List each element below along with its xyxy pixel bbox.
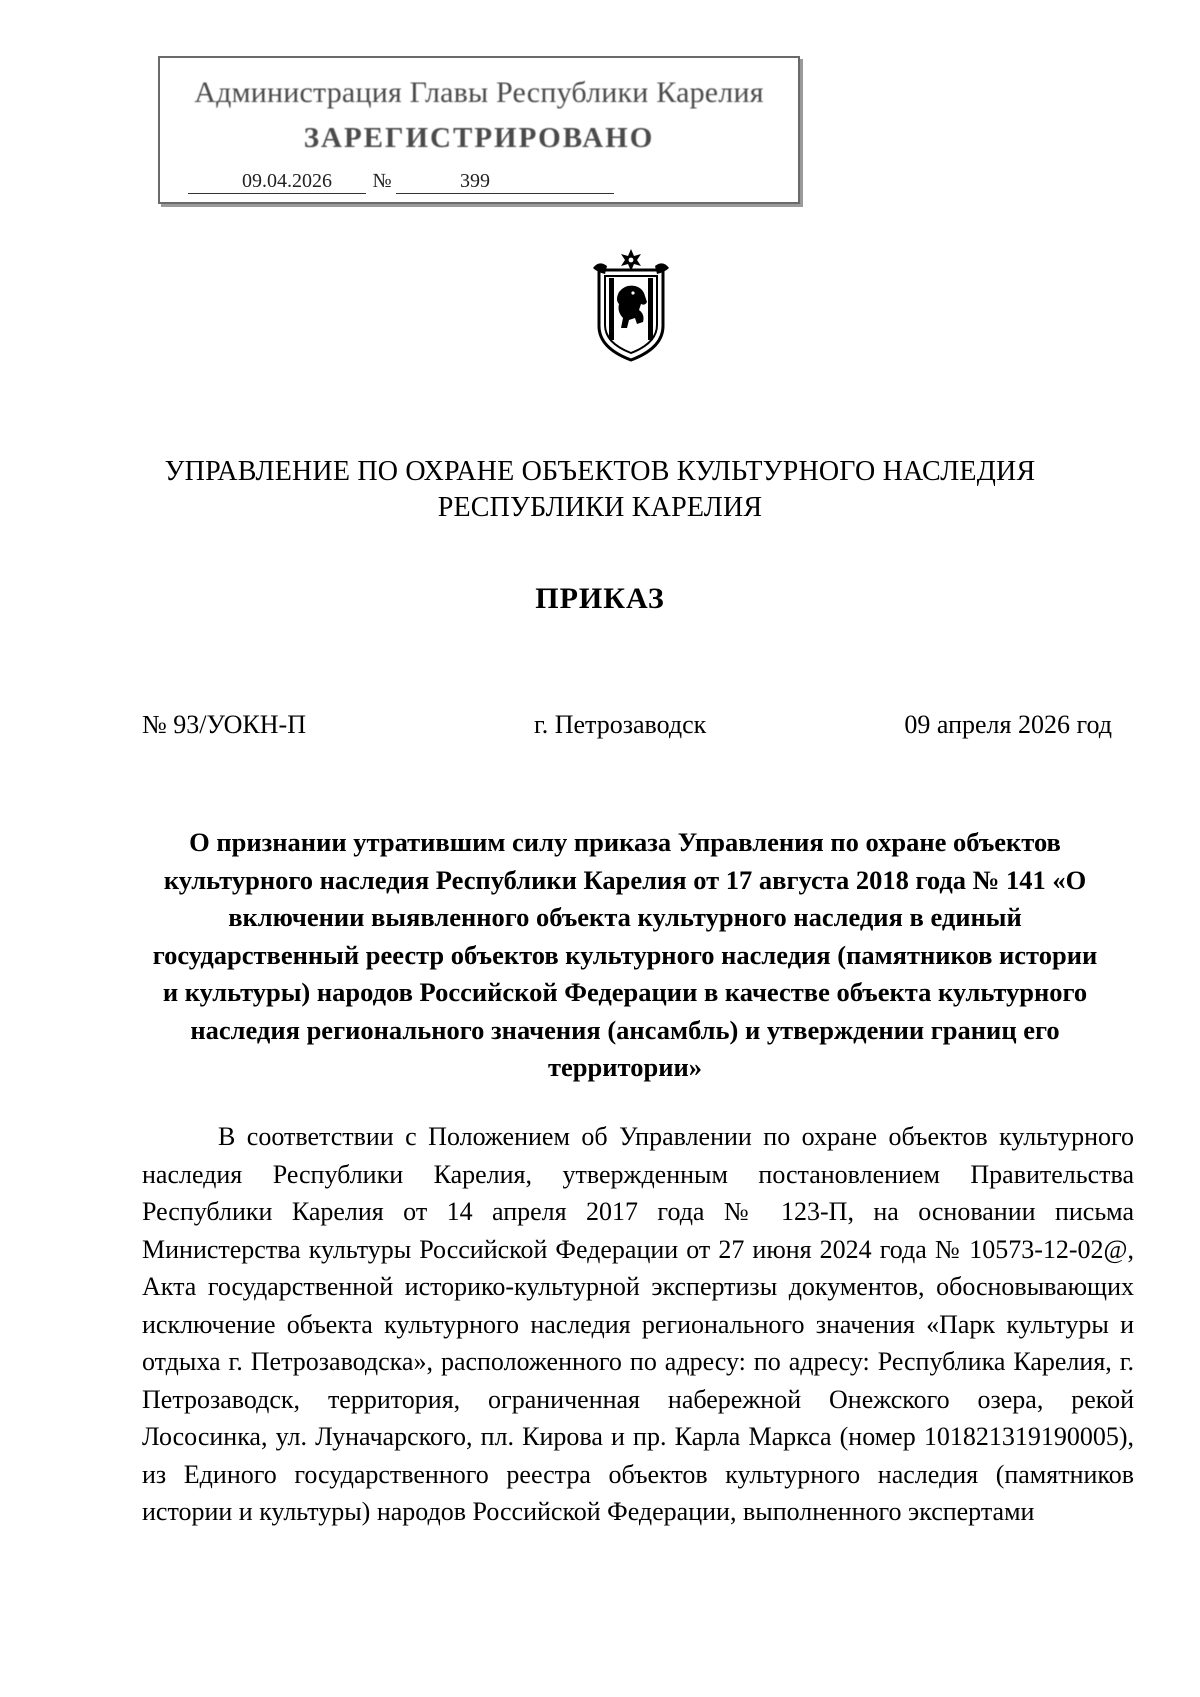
order-date: 09 апреля 2026 год [904,710,1112,739]
karelia-coat-of-arms-icon [585,248,677,364]
organization-title [0,454,1200,526]
stamp-number-sign: № [372,170,392,192]
order-subject: О признании утратившим силу приказа Управления по охране объектов культурного наследия Республики Карелия от 17 августа 2018 года № 141 «О включении выявленного объекта культурного наследия в единый государственный реестр объектов культурного наследия (памятников истории и культуры) народов Российской Федерации в качестве объекта культурного наследия регионального значения (ансамбль) и утверждении границ его территории» [152,827,1098,1082]
stamp-status: ЗАРЕГИСТРИРОВАНО [303,122,655,154]
order-body-paragraph: В соответствии с Положением об Управлении по охране объектов культурного наследия Республики Карелия, утвержденным постановлением Правительства Республики Карелия от 14 апреля 2017 года № 123-П, на основании письма Министерства культуры Российской Федерации от 27 июня 2024 года № 10573-12-02@, Акта государственной историко-культурной экспертизы документов, обосновывающих исключение объекта культурного наследия регионального значения «Парк культуры и отдыха г. Петрозаводска», расположенного по адресу: по адресу: Республика Карелия, г. Петрозаводск, территория, ограниченная набережной Онежского озера, рекой Лососинка, ул. Луначарского, пл. Кирова и пр. Карла Маркса (номер 101821319190005), из Единого государственного реестра объектов культурного наследия (памятников истории и культуры) народов Российской Федерации, выполненного экспертами [142,1122,1134,1526]
organization-title-line2: РЕСПУБЛИКИ КАРЕЛИЯ [437,492,763,523]
organization-title-line1: УПРАВЛЕНИЕ ПО ОХРАНЕ ОБЪЕКТОВ КУЛЬТУРНОГО НАСЛЕДИЯ [164,456,1036,487]
order-number: № 93/УОКН-П [142,710,306,739]
stamp-date: 09.04.2026 [188,168,366,194]
order-city: г. Петрозаводск [534,710,707,739]
stamp-number: 399 [396,168,614,194]
registration-stamp [158,56,800,204]
document-type: ПРИКАЗ [535,582,665,615]
stamp-organization: Администрация Главы Республики Карелия [194,76,764,109]
